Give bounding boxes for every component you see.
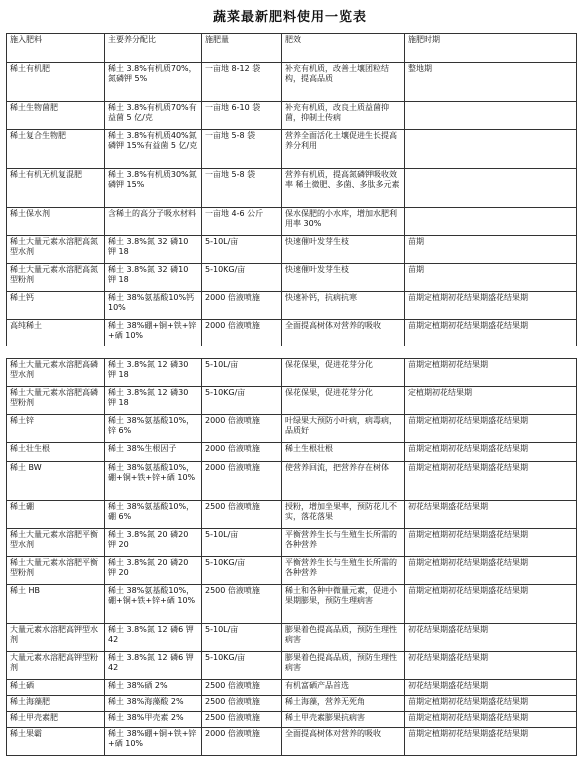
effect-cell: 补充有机质，改良土质益菌抑菌，抑制土传病 xyxy=(282,102,405,130)
effect-cell: 稀土甲壳素膨果抗病害 xyxy=(282,712,405,728)
nutrient-ratio-cell: 稀土 3.8%氮 32 磷10 钾 18 xyxy=(105,264,202,292)
header-nutrient-ratio: 主要养分配比 xyxy=(105,34,202,63)
effect-cell: 保花保果，促进花芽分化 xyxy=(282,359,405,387)
effect-cell: 快速补钙，抗病抗寒 xyxy=(282,292,405,320)
nutrient-ratio-cell: 稀土 38%氨基酸10%钙 10% xyxy=(105,292,202,320)
table-row xyxy=(7,169,577,208)
fertilizer-name-cell: 大量元素水溶肥高钾型粉剂 xyxy=(7,652,105,680)
amount-cell: 2500 倍液喷施 xyxy=(202,585,282,624)
period-cell: 苗期 xyxy=(405,264,577,292)
effect-cell: 快速催叶发芽生枝 xyxy=(282,264,405,292)
effect-cell: 有机富硒产品首选 xyxy=(282,680,405,696)
amount-cell: 5-10KG/亩 xyxy=(202,264,282,292)
period-cell xyxy=(405,130,577,169)
fertilizer-name-cell: 稀土有机无机复混肥 xyxy=(7,169,105,208)
period-cell: 定植期初花结果期 xyxy=(405,387,577,415)
nutrient-ratio-cell: 稀土 38%氨基酸10%，锌 6% xyxy=(105,415,202,443)
effect-cell: 平衡营养生长与生殖生长所需的各种营养 xyxy=(282,529,405,557)
amount-cell: 5-10KG/亩 xyxy=(202,652,282,680)
fertilizer-name-cell: 稀土有机肥 xyxy=(7,63,105,102)
fertilizer-name-cell: 稀土海藻肥 xyxy=(7,696,105,712)
table-row xyxy=(7,264,577,292)
amount-cell: 2000 倍液喷施 xyxy=(202,728,282,756)
table-row xyxy=(7,557,577,585)
period-cell: 苗期定植期初花结果期盛花结果期 xyxy=(405,415,577,443)
table-row xyxy=(7,443,577,462)
period-cell: 整地期 xyxy=(405,63,577,102)
amount-cell: 2000 倍液喷施 xyxy=(202,443,282,462)
nutrient-ratio-cell: 稀土 3.8%氮 20 磷20 钾 20 xyxy=(105,529,202,557)
period-cell: 苗期定植期初花结果期盛花结果期 xyxy=(405,462,577,501)
amount-cell: 5-10KG/亩 xyxy=(202,387,282,415)
amount-cell: 2000 倍液喷施 xyxy=(202,415,282,443)
nutrient-ratio-cell: 稀土 38%生根因子 xyxy=(105,443,202,462)
header-fertilizer: 施入肥料 xyxy=(7,34,105,63)
table-row xyxy=(7,102,577,130)
fertilizer-name-cell: 稀土钙 xyxy=(7,292,105,320)
table-row xyxy=(7,387,577,415)
table-row xyxy=(7,585,577,624)
effect-cell: 营养有机质，提高氮磷钾吸收效率 稀土微肥、多菌、多肽多元素 xyxy=(282,169,405,208)
nutrient-ratio-cell: 稀土 3.8%氮 12 磷30 钾 18 xyxy=(105,387,202,415)
period-cell xyxy=(405,102,577,130)
fertilizer-name-cell: 稀土复合生物肥 xyxy=(7,130,105,169)
effect-cell: 使营养回流，把营养存在树体 xyxy=(282,462,405,501)
nutrient-ratio-cell: 稀土 3.8%有机质40%氮磷钾 15%有益菌 5 亿/克 xyxy=(105,130,202,169)
fertilizer-name-cell: 稀土生物菌肥 xyxy=(7,102,105,130)
amount-cell: 2000 倍液喷施 xyxy=(202,292,282,320)
nutrient-ratio-cell: 稀土 38%甲壳素 2% xyxy=(105,712,202,728)
period-cell: 初花结果期盛花结果期 xyxy=(405,652,577,680)
effect-cell: 全面提高树体对营养的吸收 xyxy=(282,320,405,348)
fertilizer-table-part-2 xyxy=(6,358,577,756)
table-row xyxy=(7,680,577,696)
nutrient-ratio-cell: 稀土 38%氨基酸10%，硼+铜+铁+锌+硒 10% xyxy=(105,462,202,501)
amount-cell: 一亩地 5-8 袋 xyxy=(202,130,282,169)
table-row xyxy=(7,712,577,728)
table-row xyxy=(7,208,577,236)
period-cell: 苗期定植期初花结果期盛花结果期 xyxy=(405,585,577,624)
fertilizer-name-cell: 稀土 HB xyxy=(7,585,105,624)
nutrient-ratio-cell: 稀土 38%硼+铜+铁+锌+硒 10% xyxy=(105,728,202,756)
period-cell: 苗期定植期初花结果期盛花结果期 xyxy=(405,529,577,557)
table-row xyxy=(7,415,577,443)
amount-cell: 5-10L/亩 xyxy=(202,624,282,652)
amount-cell: 5-10L/亩 xyxy=(202,359,282,387)
fertilizer-name-cell: 稀土硒 xyxy=(7,680,105,696)
effect-cell: 营养全面活化土壤促进生长提高养分利用 xyxy=(282,130,405,169)
period-cell: 初花结果期盛花结果期 xyxy=(405,624,577,652)
effect-cell: 稀土生根壮根 xyxy=(282,443,405,462)
table-row xyxy=(7,320,577,348)
nutrient-ratio-cell: 稀土 38%氨基酸10%，硼+铜+铁+锌+硒 10% xyxy=(105,585,202,624)
effect-cell: 授粉，增加坐果率，预防花儿不实，落花落果 xyxy=(282,501,405,529)
amount-cell: 一亩地 4-6 公斤 xyxy=(202,208,282,236)
period-cell: 初花结果期盛花结果期 xyxy=(405,501,577,529)
table-row xyxy=(7,292,577,320)
fertilizer-table-part-1 xyxy=(6,33,577,348)
table-row xyxy=(7,652,577,680)
amount-cell: 2000 倍液喷施 xyxy=(202,462,282,501)
header-amount: 施肥量 xyxy=(202,34,282,63)
effect-cell: 保水保肥的小水库，增加水肥利用率 30% xyxy=(282,208,405,236)
amount-cell: 2000 倍液喷施 xyxy=(202,320,282,348)
header-period: 施肥时期 xyxy=(405,34,577,63)
fertilizer-name-cell: 稀土锌 xyxy=(7,415,105,443)
effect-cell: 膨果着色提高品质，预防生理性病害 xyxy=(282,624,405,652)
table-row xyxy=(7,359,577,387)
fertilizer-name-cell: 稀土大量元素水溶肥高磷型水剂 xyxy=(7,359,105,387)
fertilizer-name-cell: 稀土硼 xyxy=(7,501,105,529)
period-cell xyxy=(405,169,577,208)
effect-cell: 膨果着色提高品质，预防生理性病害 xyxy=(282,652,405,680)
amount-cell: 一亩地 6-10 袋 xyxy=(202,102,282,130)
effect-cell: 稀土海藻，营养无死角 xyxy=(282,696,405,712)
effect-cell: 叶绿果大预防小叶病，病毒病，品质好 xyxy=(282,415,405,443)
period-cell: 苗期定植期初花结果期盛花结果期 xyxy=(405,728,577,756)
nutrient-ratio-cell: 稀土 3.8%氮 12 磷30 钾 18 xyxy=(105,359,202,387)
header-effect: 肥效 xyxy=(282,34,405,63)
amount-cell: 一亩地 8-12 袋 xyxy=(202,63,282,102)
fertilizer-name-cell: 稀土壮生根 xyxy=(7,443,105,462)
table-row xyxy=(7,529,577,557)
table-row xyxy=(7,130,577,169)
page-break xyxy=(0,346,580,356)
period-cell: 苗期定植期初花结果期盛花结果期 xyxy=(405,443,577,462)
nutrient-ratio-cell: 稀土 38%硒 2% xyxy=(105,680,202,696)
page-title: 蔬菜最新肥料使用一览表 xyxy=(212,10,367,25)
amount-cell: 5-10L/亩 xyxy=(202,529,282,557)
fertilizer-name-cell: 稀土大量元素水溶肥平衡型粉剂 xyxy=(7,557,105,585)
fertilizer-name-cell: 稀土甲壳素肥 xyxy=(7,712,105,728)
fertilizer-name-cell: 稀土大量元素水溶肥平衡型水剂 xyxy=(7,529,105,557)
amount-cell: 2500 倍液喷施 xyxy=(202,501,282,529)
fertilizer-name-cell: 稀土果霸 xyxy=(7,728,105,756)
effect-cell: 保花保果，促进花芽分化 xyxy=(282,387,405,415)
table-row xyxy=(7,462,577,501)
fertilizer-name-cell: 稀土大量元素水溶肥高氮型水剂 xyxy=(7,236,105,264)
nutrient-ratio-cell: 含稀土的高分子吸水材料 xyxy=(105,208,202,236)
amount-cell: 5-10KG/亩 xyxy=(202,557,282,585)
table-row xyxy=(7,501,577,529)
amount-cell: 5-10L/亩 xyxy=(202,236,282,264)
fertilizer-name-cell: 稀土保水剂 xyxy=(7,208,105,236)
nutrient-ratio-cell: 稀土 38%海藻酸 2% xyxy=(105,696,202,712)
nutrient-ratio-cell: 稀土 3.8%氮 12 磷6 钾 42 xyxy=(105,624,202,652)
nutrient-ratio-cell: 稀土 3.8%有机质30%氮磷钾 15% xyxy=(105,169,202,208)
table-row xyxy=(7,236,577,264)
nutrient-ratio-cell: 稀土 3.8%有机质70%，氮磷钾 5% xyxy=(105,63,202,102)
fertilizer-name-cell: 稀土大量元素水溶肥高磷型粉剂 xyxy=(7,387,105,415)
period-cell: 苗期定植期初花结果期盛花结果期 xyxy=(405,696,577,712)
effect-cell: 补充有机质，改善土壤团粒结构，提高品质 xyxy=(282,63,405,102)
effect-cell: 稀土和各种中微量元素，促进小果期膨果，预防生理病害 xyxy=(282,585,405,624)
amount-cell: 一亩地 5-8 袋 xyxy=(202,169,282,208)
period-cell: 苗期定植期初花结果期盛花结果期 xyxy=(405,557,577,585)
amount-cell: 2500 倍液喷施 xyxy=(202,712,282,728)
period-cell: 苗期定植期初花结果期盛花结果期 xyxy=(405,320,577,348)
nutrient-ratio-cell: 稀土 3.8%有机质70%有益菌 5 亿/克 xyxy=(105,102,202,130)
period-cell: 初花结果期盛花结果期 xyxy=(405,680,577,696)
fertilizer-name-cell: 稀土 BW xyxy=(7,462,105,501)
nutrient-ratio-cell: 稀土 38%硼+铜+铁+锌+硒 10% xyxy=(105,320,202,348)
fertilizer-name-cell: 稀土大量元素水溶肥高氮型粉剂 xyxy=(7,264,105,292)
period-cell: 苗期定植期初花结果期盛花结果期 xyxy=(405,712,577,728)
fertilizer-name-cell: 大量元素水溶肥高钾型水剂 xyxy=(7,624,105,652)
table-row xyxy=(7,728,577,756)
nutrient-ratio-cell: 稀土 3.8%氮 20 磷20 钾 20 xyxy=(105,557,202,585)
effect-cell: 快速催叶发芽生枝 xyxy=(282,236,405,264)
period-cell: 苗期定植期初花结果期 xyxy=(405,359,577,387)
nutrient-ratio-cell: 稀土 3.8%氮 32 磷10 钾 18 xyxy=(105,236,202,264)
nutrient-ratio-cell: 稀土 3.8%氮 12 磷6 钾 42 xyxy=(105,652,202,680)
table-row xyxy=(7,624,577,652)
table-row xyxy=(7,63,577,102)
effect-cell: 全面提高树体对营养的吸收 xyxy=(282,728,405,756)
nutrient-ratio-cell: 稀土 38%氨基酸10%，硼 6% xyxy=(105,501,202,529)
period-cell xyxy=(405,208,577,236)
period-cell: 苗期定植期初花结果期盛花结果期 xyxy=(405,292,577,320)
table-header-row xyxy=(7,34,577,63)
amount-cell: 2500 倍液喷施 xyxy=(202,680,282,696)
period-cell: 苗期 xyxy=(405,236,577,264)
effect-cell: 平衡营养生长与生殖生长所需的各种营养 xyxy=(282,557,405,585)
fertilizer-name-cell: 高纯稀土 xyxy=(7,320,105,348)
amount-cell: 2500 倍液喷施 xyxy=(202,696,282,712)
table-row xyxy=(7,696,577,712)
